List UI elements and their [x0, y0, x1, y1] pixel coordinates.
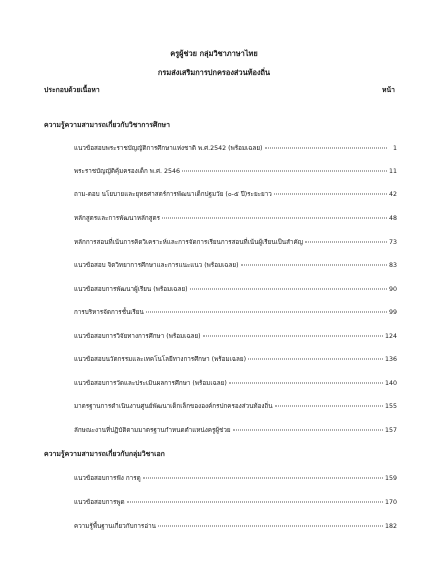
dot-leader	[248, 359, 383, 360]
toc-entry-label: แนวข้อสอบนวัตกรรมและเทคโนโลยีทางการศึกษา (พร้อมเฉลย)	[74, 356, 247, 363]
toc-entry-page: 170	[384, 499, 397, 506]
dot-leader	[275, 406, 383, 407]
toc-entry-page: 140	[384, 380, 397, 387]
toc-entry[interactable]	[74, 307, 397, 317]
toc-entry-label: ความรู้พื้นฐานเกี่ยวกับการอ่าน	[74, 523, 156, 530]
toc-entry[interactable]	[74, 331, 397, 341]
toc-entry[interactable]	[74, 166, 397, 176]
document-title: ครูผู้ช่วย กลุ่มวิชาภาษาไทย	[170, 49, 258, 58]
dot-leader	[158, 526, 383, 527]
toc-entry-label: แนวข้อสอบการฟัง การดู	[74, 475, 141, 482]
toc-entry-page: 11	[388, 168, 397, 175]
toc-entry-page: 182	[384, 523, 397, 530]
toc-entry-label: หลักการสอนที่เน้นการคิดวิเคราะห์และการจัดการเรียนการสอนที่เน้นผู้เรียนเป็นสำคัญ	[74, 239, 304, 246]
toc-entry-page: 42	[388, 191, 397, 198]
toc-entry[interactable]	[74, 143, 397, 153]
toc-entry[interactable]	[74, 425, 397, 435]
toc-entry-page: 136	[384, 356, 397, 363]
dot-leader	[182, 171, 387, 172]
toc-entry-page: 1	[392, 145, 397, 152]
toc-entry[interactable]	[74, 189, 397, 199]
toc-entry[interactable]	[74, 260, 397, 270]
toc-entry[interactable]	[74, 284, 397, 294]
dot-leader	[274, 194, 387, 195]
dot-leader	[229, 383, 383, 384]
toc-entry-label: แนวข้อสอบ จิตวิทยาการศึกษาและการแนะแนว (พร้อมเฉลย)	[74, 262, 239, 269]
toc-entry-page: 48	[388, 215, 397, 222]
toc-entry-page: 73	[388, 239, 397, 246]
toc-entry-page: 155	[384, 403, 397, 410]
dot-leader	[203, 336, 383, 337]
toc-entry-label: แนวข้อสอบการพัฒนาผู้เรียน (พร้อมเฉลย)	[74, 286, 188, 293]
toc-entry-page: 157	[384, 427, 397, 434]
toc-entry[interactable]	[74, 521, 397, 531]
dot-leader	[143, 478, 383, 479]
toc-entry-page: 99	[388, 309, 397, 316]
toc-entry[interactable]	[74, 401, 397, 411]
dot-leader	[190, 289, 387, 290]
toc-entry-label: ถาม-ตอบ นโยบายและยุทธศาสตร์การพัฒนาเด็กปฐมวัย (๐-๕ ปี)ระยะยาว	[74, 191, 272, 198]
dot-leader	[265, 148, 388, 149]
dot-leader	[233, 430, 383, 431]
dot-leader	[146, 312, 387, 313]
toc-entry-page: 90	[388, 286, 397, 293]
section-heading: ความรู้ความสามารถเกี่ยวกับวิชาการศึกษา	[44, 121, 170, 129]
document-subtitle: กรมส่งเสริมการปกครองส่วนท้องถิ่น	[157, 68, 271, 77]
page-column-label: หน้า	[382, 86, 395, 94]
toc-entry[interactable]	[74, 473, 397, 483]
dot-leader	[127, 502, 383, 503]
contents-label: ประกอบด้วยเนื้อหา	[44, 86, 100, 94]
toc-entry-label: มาตรฐานการดำเนินงานศูนย์พัฒนาเด็กเล็กขององค์กรปกครองส่วนท้องถิ่น	[74, 403, 273, 410]
toc-entry-label: หลักสูตรและการพัฒนาหลักสูตร	[74, 215, 160, 222]
toc-entry[interactable]	[74, 497, 397, 507]
toc-entry-label: แนวข้อสอบการพูด	[74, 499, 125, 506]
toc-entry-label: พระราชบัญญัติคุ้มครองเด็ก พ.ศ. 2546	[74, 168, 180, 175]
dot-leader	[305, 242, 387, 243]
toc-entry-page: 159	[384, 475, 397, 482]
toc-entry-label: แนวข้อสอบพระราชบัญญัติการศึกษาแห่งชาติ พ.ศ.2542 (พร้อมเฉลย)	[74, 145, 263, 152]
toc-entry[interactable]	[74, 354, 397, 364]
section-heading: ความรู้ความสามารถเกี่ยวกับกลุ่มวิชาเอก	[44, 450, 165, 458]
toc-entry[interactable]	[74, 213, 397, 223]
dot-leader	[162, 218, 387, 219]
toc-entry-label: แนวข้อสอบการวิจัยทางการศึกษา (พร้อมเฉลย)	[74, 333, 201, 340]
dot-leader	[241, 265, 387, 266]
toc-entry[interactable]	[74, 237, 397, 247]
toc-entry-label: การบริหารจัดการชั้นเรียน	[74, 309, 144, 316]
toc-entry-page: 124	[384, 333, 397, 340]
toc-entry-page: 83	[388, 262, 397, 269]
toc-entry-label: ลักษณะงานที่ปฏิบัติตามมาตรฐานกำหนดตำแหน่งครูผู้ช่วย	[74, 427, 231, 434]
toc-entry[interactable]	[74, 378, 397, 388]
toc-entry-label: แนวข้อสอบการวัดและประเมินผลการศึกษา (พร้อมเฉลย)	[74, 380, 227, 387]
